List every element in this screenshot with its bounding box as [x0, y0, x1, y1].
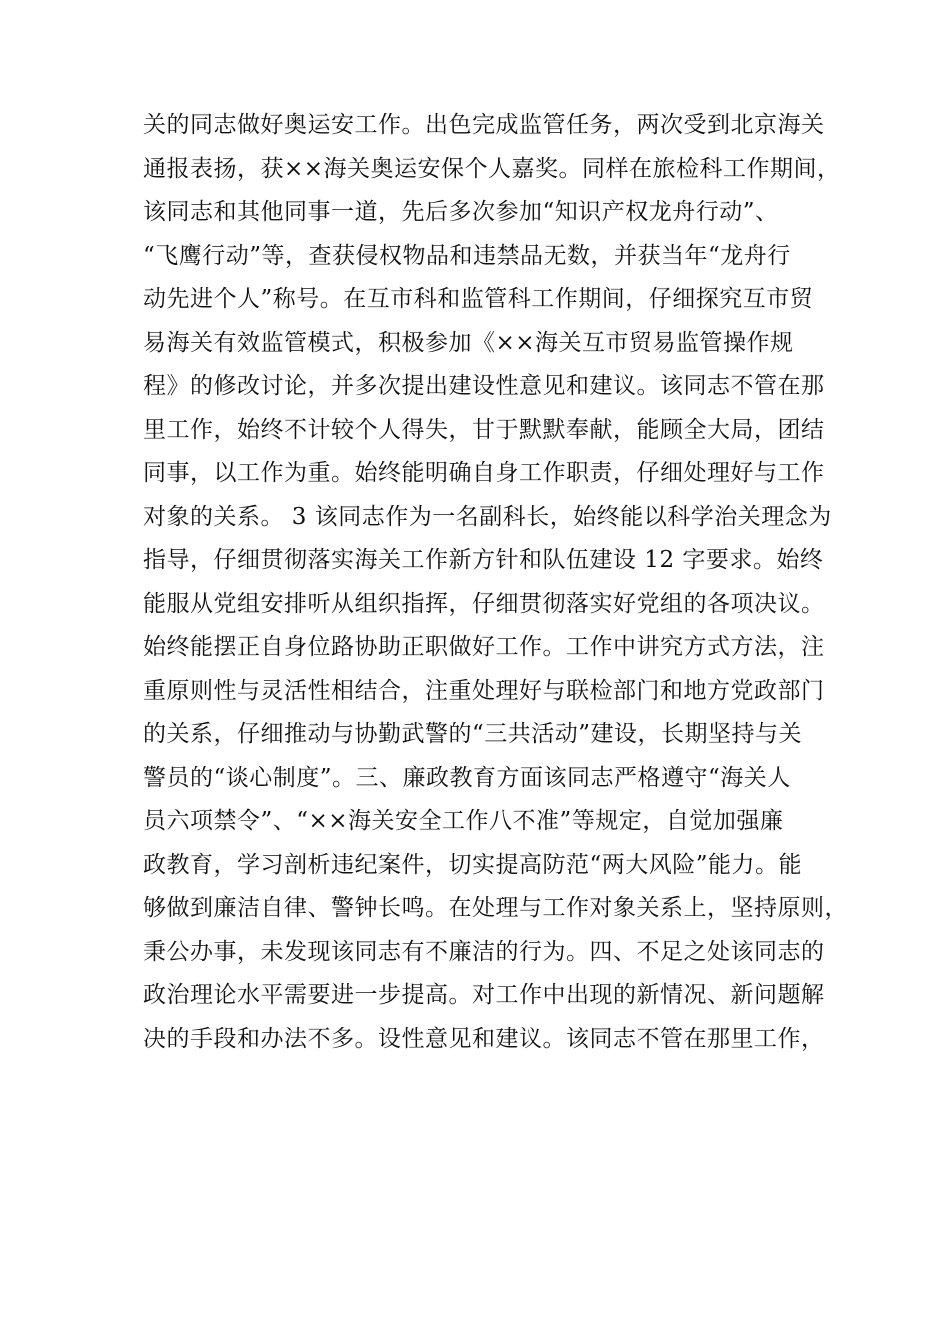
text-line: 动先进个人”称号。在互市科和监管科工作期间，仔细探究互市贸: [143, 286, 814, 312]
text-line: 够做到廉洁自律、警钟长鸣。在处理与工作对象关系上，坚持原则，: [143, 895, 848, 921]
text-line: 政治理论水平需要进一步提高。对工作中出现的新情况、新问题解: [143, 982, 825, 1008]
text-line: 关的同志做好奥运安工作。出色完成监管任务，两次受到北京海关: [143, 112, 825, 138]
text-line: 员六项禁令”、“××海关安全工作八不准”等规定，自觉加强廉: [143, 808, 784, 834]
text-line: 能服从党组安排听从组织指挥，仔细贯彻落实好党组的各项决议。: [143, 590, 825, 617]
text-line: 决的手段和办法不多。设性意见和建议。该同志不管在那里工作，: [143, 1025, 825, 1052]
text-line: “飞鹰行动”等，查获侵权物品和违禁品无数，并获当年“龙舟行: [143, 242, 791, 269]
text-line: 秉公办事，未发现该同志有不廉洁的行为。四、不足之处该同志的: [143, 938, 825, 965]
text-line: 的关系，仔细推动与协勤武警的“三共活动”建设，长期坚持与关: [143, 721, 803, 747]
text-line: 程》的修改讨论，并多次提出建设性意见和建议。该同志不管在那: [143, 373, 825, 399]
text-line: 警员的“谈心制度”。三、廉政教育方面该同志严格遵守“海关人: [143, 764, 791, 791]
body-text: [143, 104, 848, 1061]
text-line: 指导，仔细贯彻落实海关工作新方针和队伍建设 12 字要求。始终: [143, 547, 824, 573]
text-line: 政教育，学习剖析违纪案件，切实提高防范“两大风险”能力。能: [143, 851, 803, 878]
text-line: 易海关有效监管模式，积极参加《××海关互市贸易监管操作规: [143, 329, 794, 356]
text-line: 对象的关系。 3 该同志作为一名副科长，始终能以科学治关理念为: [143, 503, 832, 530]
text-line: 该同志和其他同事一道，先后多次参加“知识产权龙舟行动”、: [143, 199, 779, 225]
text-line: 里工作，始终不计较个人得失，甘于默默奉献，能顾全大局，团结: [143, 416, 825, 443]
text-line: 同事，以工作为重。始终能明确自身工作职责，仔细处理好与工作: [143, 460, 825, 486]
text-line: 重原则性与灵活性相结合，注重处理好与联检部门和地方党政部门: [143, 677, 825, 704]
text-line: 始终能摆正自身位路协助正职做好工作。工作中讲究方式方法，注: [143, 634, 825, 660]
text-line: 通报表扬，获××海关奥运安保个人嘉奖。同样在旅检科工作期间，: [143, 155, 841, 182]
